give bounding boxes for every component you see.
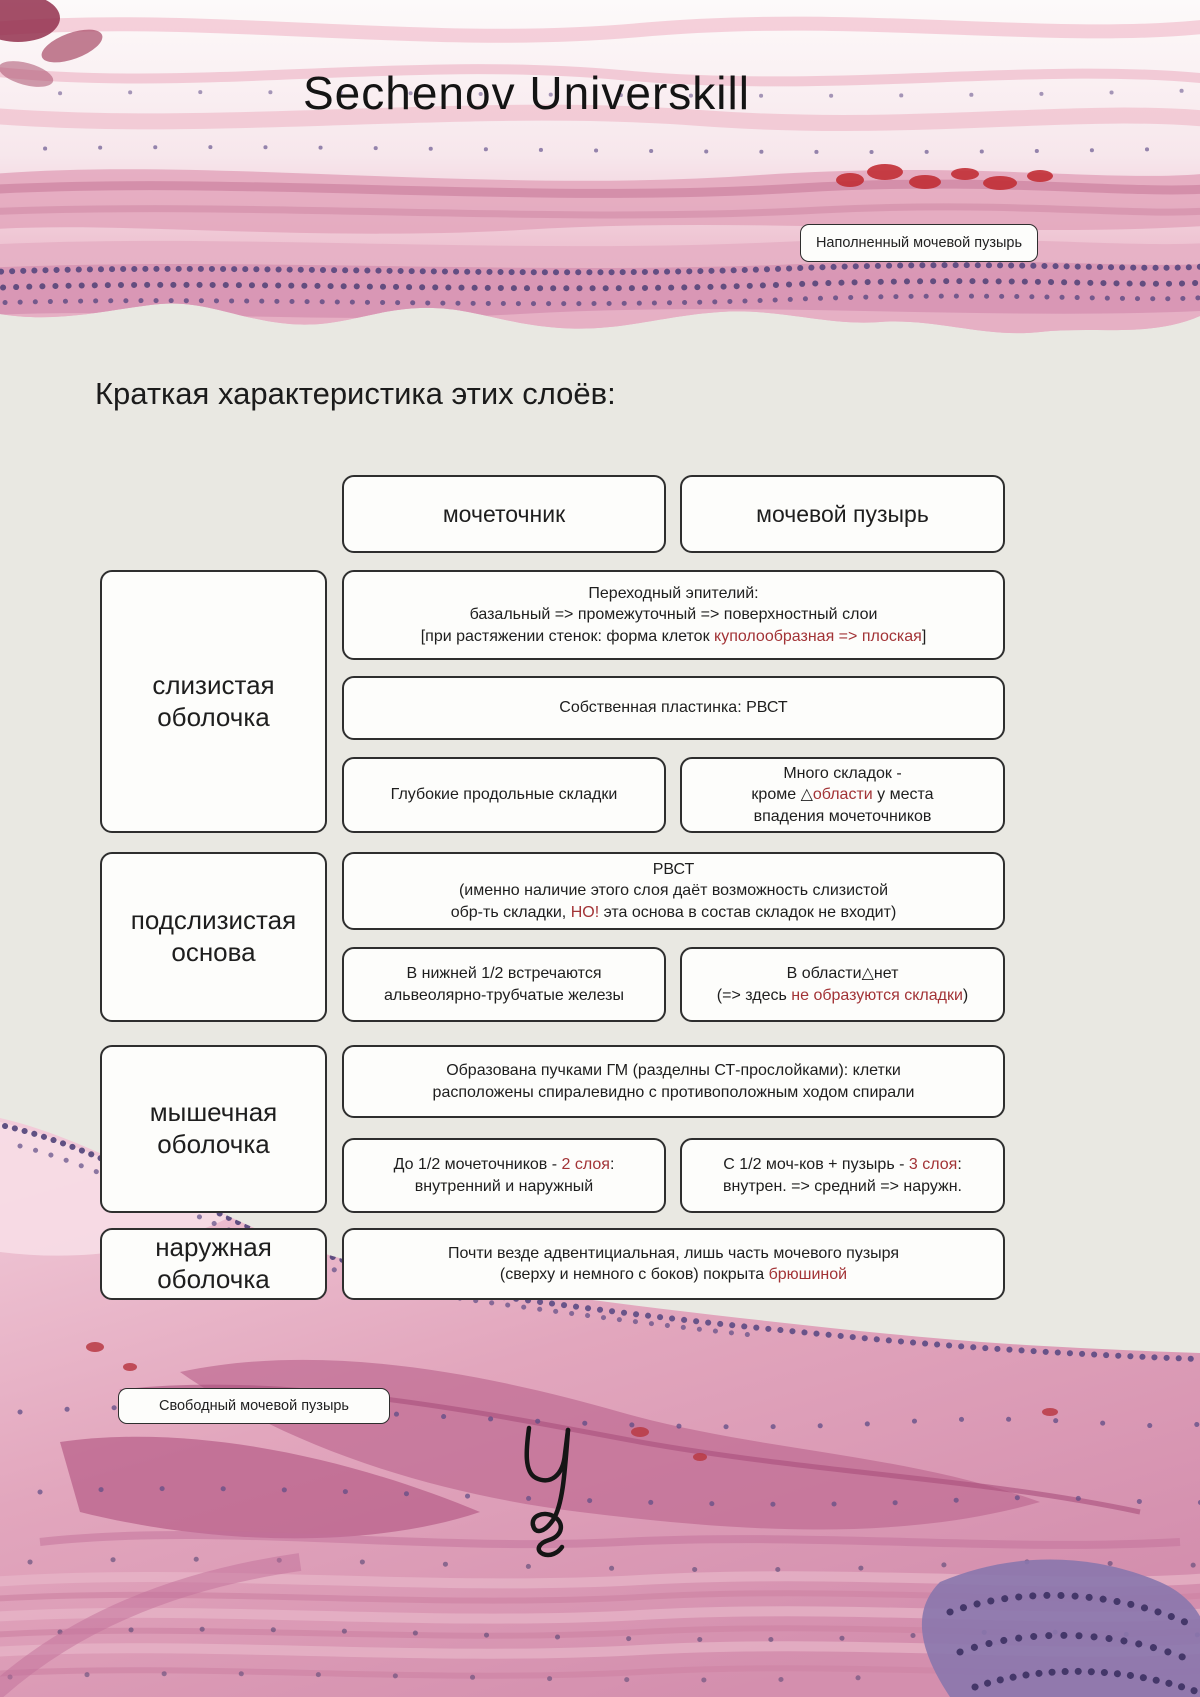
row-label-outer-layer: наружная оболочка [100,1228,327,1300]
bottom-image-label-text: Свободный мочевой пузырь [158,1398,349,1414]
cell-outer-layer: Почти везде адвентициальная, лишь часть мочевого пузыря (сверху и немного с боков) покрыта брюшиной [342,1228,1005,1300]
column-header-ureter [342,475,666,553]
row-label-muscularis: мышечная оболочка [100,1045,327,1213]
top-image-label-text: Наполненный мочевой пузырь [815,235,1023,251]
cell-muscle-structure: Образована пучками ГМ (разделны СТ-прослойками): клетки расположены спиралевидно с противоположным ходом спирали [342,1045,1005,1118]
histology-image-top [0,0,1200,345]
cell-bladder-folds: Много складок - кроме △области у места впадения мочеточников [680,757,1005,833]
column-header-bladder [680,475,1005,553]
cell-ureter-folds: Глубокие продольные складки [342,757,666,833]
row-label-mucosa: слизистая оболочка [100,570,327,833]
column-header-bladder-text: мочевой пузырь [756,500,929,527]
cell-lamina-propria: Собственная пластинка: РВСТ [342,676,1005,740]
universkill-logo-icon [505,1420,605,1560]
row-label-submucosa: подслизистая основа [100,852,327,1022]
top-image-label [800,224,1038,262]
brand-title: Sechenov Universkill [303,67,750,119]
cell-ureter-glands: В нижней 1/2 встречаются альвеолярно-трубчатые железы [342,947,666,1022]
bottom-image-label [118,1388,390,1424]
cell-submucosa-rvst: РВСТ (именно наличие этого слоя даёт возможность слизистой обр-ть складки, НО! эта основа в состав складок не входит) [342,852,1005,930]
cell-bladder-muscle-layers: С 1/2 моч-ков + пузырь - 3 слоя: внутрен. => средний => наружн. [680,1138,1005,1213]
cell-transitional-epithelium: Переходный эпителий: базальный => промежуточный => поверхностный слои [при растяжении стенок: форма клеток куполообразная => плоская] [342,570,1005,660]
column-header-ureter-text: мочеточник [442,500,566,527]
cell-bladder-trigone: В области△нет (=> здесь не образуются складки) [680,947,1005,1022]
section-heading: Краткая характеристика этих слоёв: [95,376,616,411]
cell-ureter-muscle-layers: До 1/2 мочеточников - 2 слоя: внутренний и наружный [342,1138,666,1213]
